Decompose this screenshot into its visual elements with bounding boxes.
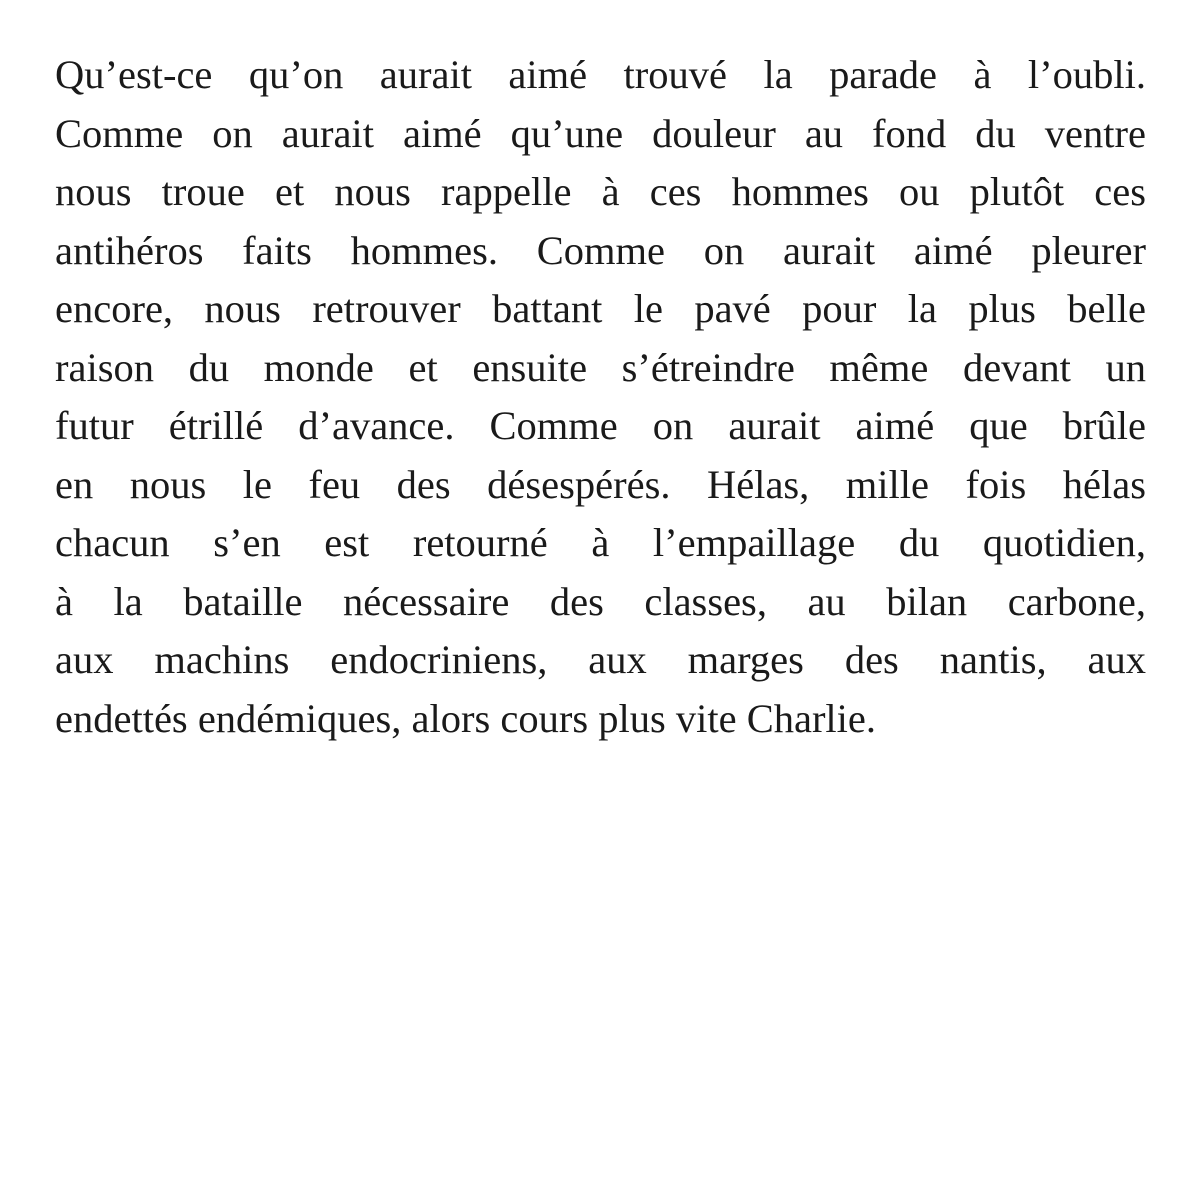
paragraph-line-4: antihéros faits hommes. Comme on aurait aimé pleurer: [55, 227, 1146, 273]
paragraph-line-3: nous troue et nous rappelle à ces hommes ou plutôt ces: [55, 169, 1146, 214]
paragraph-line-6: raison du monde et ensuite s’étreindre même devant un: [55, 344, 1146, 390]
paragraph-line-7: futur étrillé d’avance. Comme on aurait aimé que brûle: [55, 403, 1146, 448]
paragraph-line-9: chacun s’en est retourné à l’empaillage du quotidien,: [55, 520, 1146, 565]
paragraph-line-10: à la bataille nécessaire des classes, au bilan carbone,: [55, 578, 1146, 624]
body-paragraph: [55, 46, 1146, 748]
paragraph-line-1: Qu’est-ce qu’on aurait aimé trouvé la parade à l’oubli.: [55, 52, 1146, 97]
paragraph-line-8: en nous le feu des désespérés. Hélas, mille fois hélas: [55, 461, 1146, 507]
paragraph-line-12: endettés endémiques, alors cours plus vite Charlie.: [55, 695, 877, 741]
paragraph-line-5: encore, nous retrouver battant le pavé pour la plus belle: [55, 286, 1146, 331]
paragraph-line-11: aux machins endocriniens, aux marges des nantis, aux: [55, 637, 1146, 682]
paragraph-line-2: Comme on aurait aimé qu’une douleur au fond du ventre: [55, 110, 1146, 156]
